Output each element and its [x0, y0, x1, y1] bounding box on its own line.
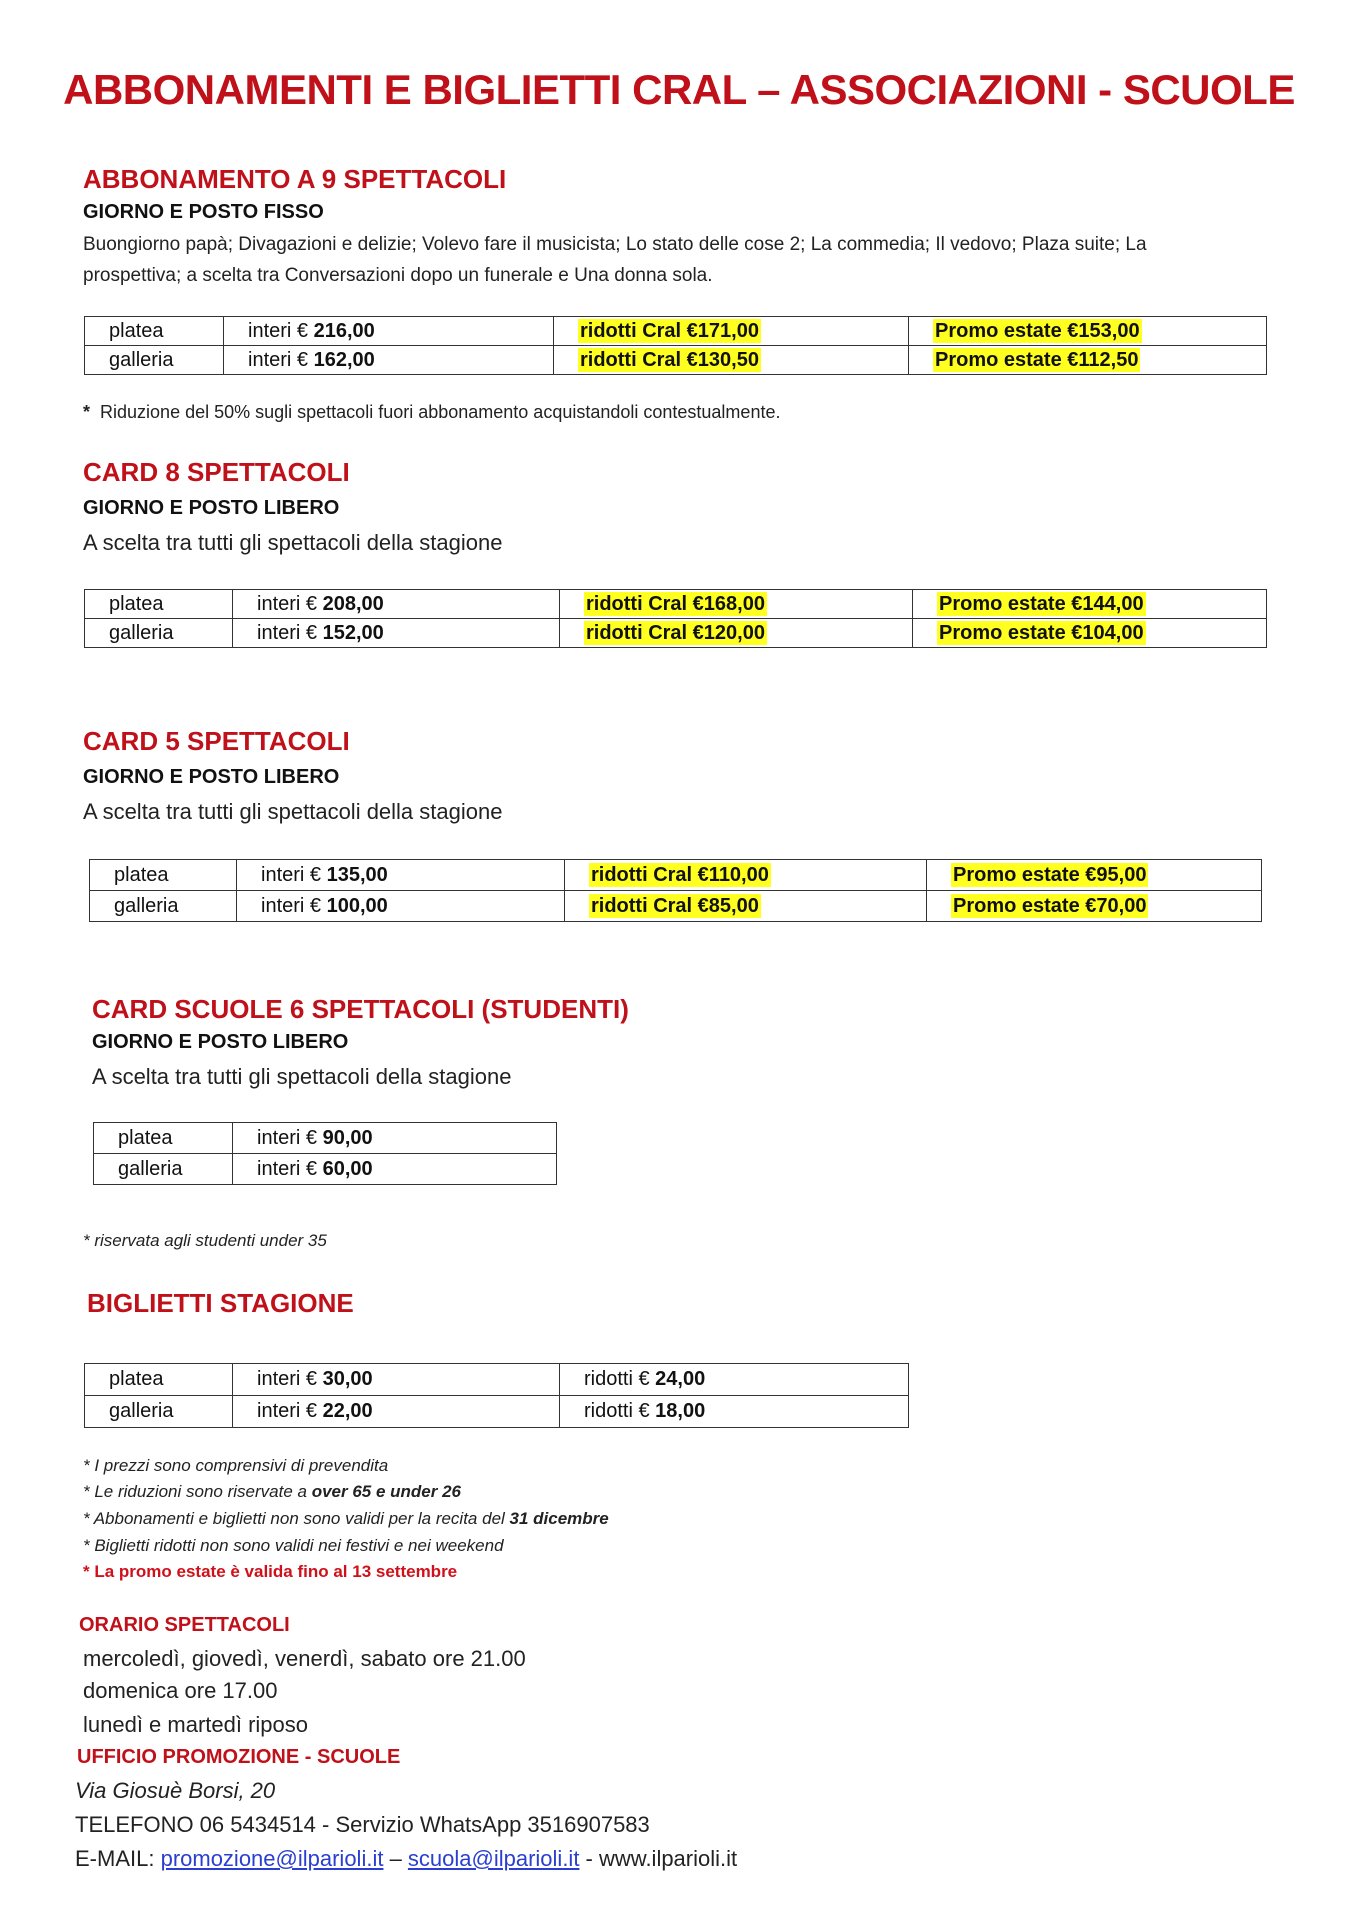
- note: * Biglietti ridotti non sono validi nei festivi e nei weekend: [83, 1536, 504, 1555]
- footnote-asterisk: *: [83, 402, 91, 422]
- cral-cell: [554, 317, 909, 346]
- table-row: [90, 891, 1262, 922]
- seat-cell: galleria: [94, 1154, 233, 1185]
- page-title: ABBONAMENTI E BIGLIETTI CRAL – ASSOCIAZIONI - SCUOLE: [63, 66, 1295, 113]
- promo-price: Promo estate €70,00: [953, 894, 1147, 917]
- cral-price: ridotti Cral €171,00: [580, 319, 759, 342]
- interi-label: interi €: [257, 1368, 318, 1390]
- seat-cell: galleria: [85, 619, 233, 648]
- interi-label: interi €: [257, 1126, 318, 1149]
- schedule-line: lunedì e martedì riposo: [83, 1712, 309, 1737]
- section-heading: CARD 8 SPETTACOLI: [83, 457, 350, 487]
- note: [83, 1482, 461, 1502]
- table-row: [90, 860, 1262, 891]
- interi-cell: [224, 346, 554, 375]
- section-footnote: [83, 402, 780, 423]
- seat-cell: platea: [90, 860, 237, 891]
- promo-cell: [909, 346, 1267, 375]
- price-table: [84, 1363, 909, 1428]
- schedule-line: domenica ore 17.00: [83, 1678, 278, 1703]
- section-heading: CARD 5 SPETTACOLI: [83, 726, 350, 756]
- interi-value: 152,00: [322, 621, 384, 644]
- promo-price: Promo estate €153,00: [935, 319, 1140, 342]
- table-row: [85, 619, 1267, 648]
- cral-price: ridotti Cral €110,00: [591, 863, 769, 886]
- note: [83, 1509, 609, 1529]
- section-heading: BIGLIETTI STAGIONE: [87, 1288, 354, 1318]
- interi-cell: [237, 860, 565, 891]
- interi-cell: [233, 619, 560, 648]
- section-description: Buongiorno papà; Divagazioni e delizie; Volevo fare il musicista; Lo stato delle cose 2; La commedia; Il vedovo; Plaza suite; La: [83, 234, 1147, 255]
- ridotti-value: 18,00: [655, 1400, 706, 1422]
- email-link-scuola[interactable]: scuola@ilparioli.it: [407, 1846, 580, 1871]
- interi-value: 60,00: [322, 1157, 373, 1180]
- interi-value: 100,00: [326, 894, 388, 917]
- interi-value: 162,00: [313, 348, 375, 371]
- price-table: [93, 1122, 557, 1185]
- footnote-text: Riduzione del 50% sugli spettacoli fuori abbonamento acquistandoli contestualmente.: [100, 402, 781, 422]
- seat-cell: platea: [85, 317, 224, 346]
- interi-label: interi €: [257, 621, 318, 644]
- promo-note: * La promo estate è valida fino al 13 settembre: [83, 1562, 458, 1581]
- interi-value: 135,00: [326, 863, 388, 886]
- promo-price: Promo estate €112,50: [935, 348, 1139, 371]
- price-table: [84, 589, 1267, 648]
- table-row: [94, 1123, 557, 1154]
- section-footnote: * riservata agli studenti under 35: [83, 1231, 327, 1250]
- interi-label: interi €: [257, 592, 318, 615]
- schedule-line: mercoledì, giovedì, venerdì, sabato ore 21.00: [83, 1646, 526, 1671]
- interi-label: interi €: [261, 894, 322, 917]
- table-row: [85, 1396, 909, 1428]
- note-emphasis: 31 dicembre: [509, 1509, 609, 1528]
- cral-price: ridotti Cral €130,50: [580, 348, 759, 371]
- note-text: * Abbonamenti e biglietti non sono validi per la recita del: [83, 1509, 510, 1528]
- price-table: [89, 859, 1262, 922]
- office-contacts: [75, 1846, 737, 1872]
- interi-cell: [233, 590, 560, 619]
- promo-price: Promo estate €95,00: [953, 863, 1147, 886]
- interi-cell: [224, 317, 554, 346]
- email-link-promozione[interactable]: promozione@ilparioli.it: [160, 1846, 384, 1871]
- table-row: [85, 590, 1267, 619]
- note-emphasis: over 65 e under 26: [311, 1482, 461, 1501]
- interi-cell: [233, 1123, 557, 1154]
- seat-cell: galleria: [90, 891, 237, 922]
- ridotti-label: ridotti €: [584, 1400, 650, 1422]
- section-subheading: GIORNO E POSTO FISSO: [83, 201, 324, 223]
- seat-cell: galleria: [85, 346, 224, 375]
- price-table: [84, 316, 1267, 375]
- schedule-heading: ORARIO SPETTACOLI: [79, 1614, 290, 1636]
- note: * I prezzi sono comprensivi di prevendita: [83, 1456, 389, 1475]
- interi-label: interi €: [248, 348, 309, 371]
- cral-price: ridotti Cral €168,00: [586, 592, 765, 615]
- promo-cell: [913, 590, 1267, 619]
- cral-cell: [565, 891, 927, 922]
- seat-cell: platea: [85, 590, 233, 619]
- email-label: E-MAIL:: [75, 1846, 161, 1871]
- section-subheading: GIORNO E POSTO LIBERO: [92, 1031, 349, 1053]
- interi-value: 22,00: [322, 1400, 373, 1422]
- office-phone: TELEFONO 06 5434514 - Servizio WhatsApp 3516907583: [75, 1812, 650, 1837]
- section-description: prospettiva; a scelta tra Conversazioni dopo un funerale e Una donna sola.: [83, 265, 713, 286]
- ridotti-label: ridotti €: [584, 1368, 650, 1390]
- cral-price: ridotti Cral €120,00: [586, 621, 765, 644]
- table-row: [85, 317, 1267, 346]
- interi-label: interi €: [257, 1157, 318, 1180]
- interi-value: 216,00: [313, 319, 375, 342]
- office-heading: UFFICIO PROMOZIONE - SCUOLE: [77, 1746, 401, 1768]
- ridotti-cell: [560, 1396, 909, 1428]
- cral-cell: [560, 619, 913, 648]
- seat-cell: platea: [85, 1364, 233, 1396]
- promo-price: Promo estate €104,00: [939, 621, 1144, 644]
- interi-label: interi €: [261, 863, 322, 886]
- promo-cell: [913, 619, 1267, 648]
- interi-cell: [233, 1396, 560, 1428]
- interi-cell: [233, 1364, 560, 1396]
- section-description: A scelta tra tutti gli spettacoli della stagione: [83, 530, 503, 555]
- interi-value: 208,00: [322, 592, 384, 615]
- section-subheading: GIORNO E POSTO LIBERO: [83, 766, 340, 788]
- ridotti-cell: [560, 1364, 909, 1396]
- cral-cell: [554, 346, 909, 375]
- promo-cell: [927, 860, 1262, 891]
- website: - www.ilparioli.it: [579, 1846, 738, 1871]
- promo-cell: [927, 891, 1262, 922]
- promo-price: Promo estate €144,00: [939, 592, 1144, 615]
- interi-value: 90,00: [322, 1126, 373, 1149]
- interi-label: interi €: [248, 319, 309, 342]
- interi-cell: [233, 1154, 557, 1185]
- note-text: * Le riduzioni sono riservate a: [83, 1482, 312, 1501]
- section-description: A scelta tra tutti gli spettacoli della stagione: [83, 799, 503, 824]
- section-heading: CARD SCUOLE 6 SPETTACOLI (STUDENTI): [92, 994, 629, 1024]
- section-heading: ABBONAMENTO A 9 SPETTACOLI: [83, 164, 507, 194]
- table-row: [94, 1154, 557, 1185]
- section-subheading: GIORNO E POSTO LIBERO: [83, 497, 340, 519]
- promo-cell: [909, 317, 1267, 346]
- section-description: A scelta tra tutti gli spettacoli della stagione: [92, 1064, 512, 1089]
- ridotti-value: 24,00: [655, 1368, 706, 1390]
- table-row: [85, 346, 1267, 375]
- separator: –: [383, 1846, 408, 1871]
- seat-cell: galleria: [85, 1396, 233, 1428]
- cral-cell: [560, 590, 913, 619]
- interi-cell: [237, 891, 565, 922]
- seat-cell: platea: [94, 1123, 233, 1154]
- cral-cell: [565, 860, 927, 891]
- interi-value: 30,00: [322, 1368, 373, 1390]
- cral-price: ridotti Cral €85,00: [591, 894, 759, 917]
- table-row: [85, 1364, 909, 1396]
- interi-label: interi €: [257, 1400, 318, 1422]
- office-address: Via Giosuè Borsi, 20: [75, 1778, 276, 1803]
